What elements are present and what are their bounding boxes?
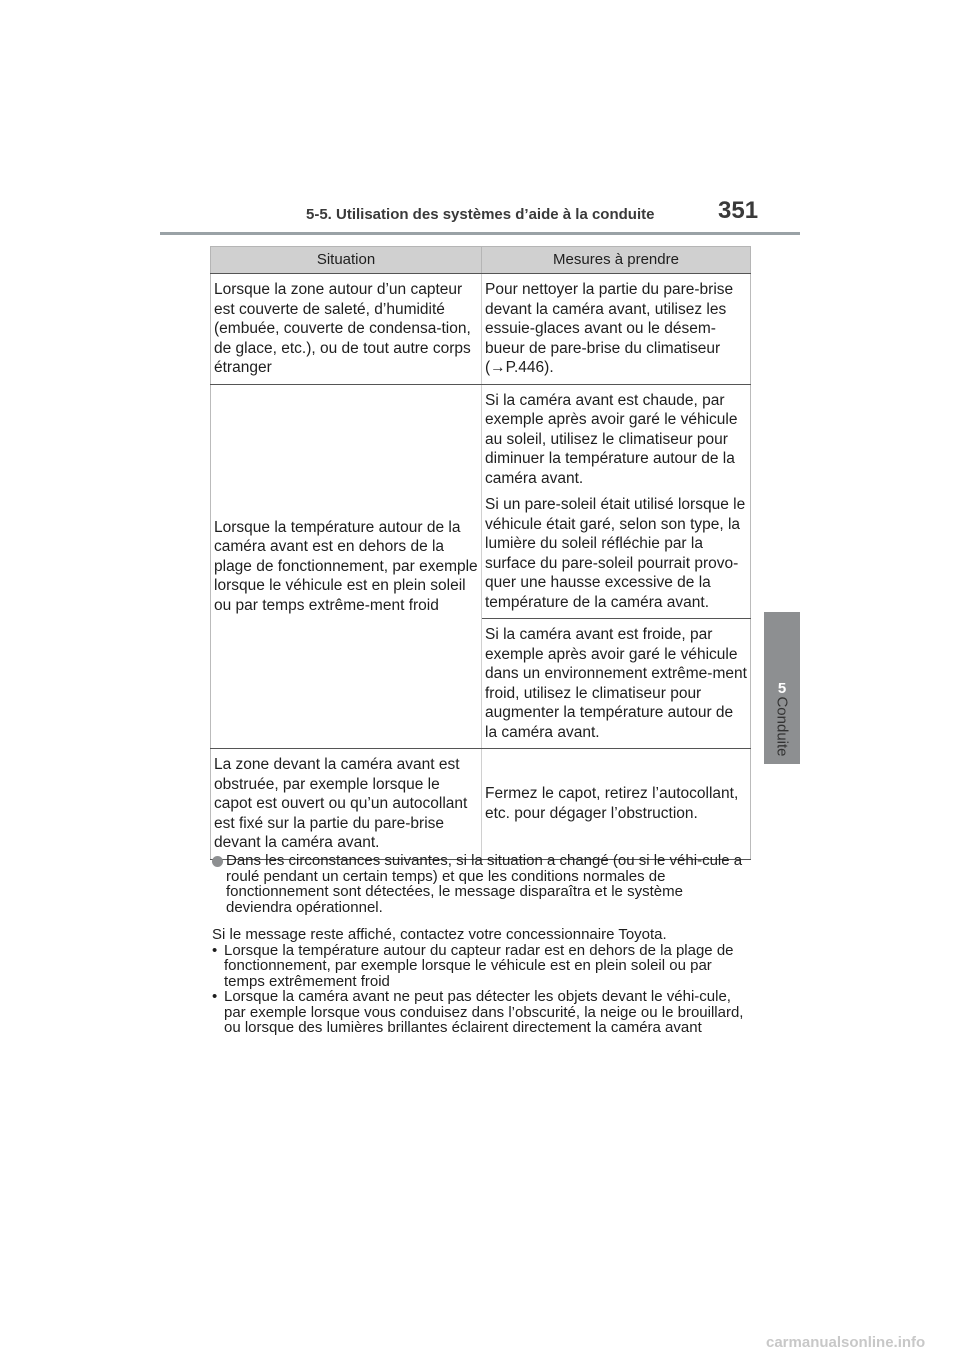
situation-cell: Lorsque la température autour de la caméra avant est en dehors de la plage de fonctionnement, par exemple lorsque le véhicule est en plein soleil ou par temps extrême-ment froid (211, 384, 482, 749)
list-item-text: Lorsque la caméra avant ne peut pas détecter les objets devant le véhi-cule, par exemple lorsque vous conduisez dans l’obscurité, la neige ou le brouillard, ou lorsque des lumières brillantes éclairent directement la caméra avant (224, 988, 744, 1036)
situation-cell: Lorsque la zone autour d’un capteur est couverte de saleté, d’humidité (embuée, couverte de condensa-tion, de glace, etc.), ou de tout autre corps étranger (211, 274, 482, 385)
list-item (212, 989, 752, 1036)
chapter-number: 5 (777, 679, 787, 697)
note-paragraph: Si le message reste affiché, contactez votre concessionnaire Toyota. (212, 926, 667, 943)
watermark: carmanualsonline.info (766, 1334, 926, 1351)
action-cell (482, 384, 751, 619)
action-cell (482, 274, 751, 385)
column-header-situation: Situation (211, 247, 482, 274)
header-divider (160, 232, 800, 235)
chapter-label-container (764, 666, 800, 786)
notes-section (212, 853, 752, 1036)
note-text: Dans les circonstances suivantes, si la situation a changé (ou si le véhi-cule a roulé pendant un certain temps) et que les conditions normales de fonctionnement sont détectées, le message disparaîtra et le système deviendra opérationnel. (226, 852, 743, 916)
table-row (211, 384, 751, 619)
section-title: 5-5. Utilisation des systèmes d’aide à la conduite (306, 206, 655, 223)
dash-icon: • (212, 988, 218, 1005)
situation-cell: La zone devant la caméra avant est obstruée, par exemple lorsque le capot est ouvert ou qu’un autocollant est fixé sur la partie du pare-brise devant la caméra avant. (211, 749, 482, 860)
action-cell (482, 619, 751, 749)
dash-icon: • (212, 941, 218, 959)
action-text: Fermez le capot, retirez l’autocollant, etc. pour dégager l’obstruction. (485, 785, 739, 822)
table-row (211, 274, 751, 385)
page-number: 351 (718, 197, 759, 224)
action-text: Si un pare-soleil était utilisé lorsque le véhicule était garé, selon son type, la lumière du soleil réfléchie par la surface du pare-soleil pourrait provo-quer une hausse excessive de la température de la caméra avant. (485, 496, 746, 611)
action-text: Si la caméra avant est chaude, par exemple après avoir garé le véhicule au soleil, utilisez le climatiseur pour diminuer la température autour de la caméra avant. (485, 391, 738, 487)
chapter-label: Conduite (773, 695, 791, 757)
list-item (212, 943, 752, 990)
action-text: Pour nettoyer la partie du pare-brise devant la caméra avant, utilisez les essuie-glaces avant ou le désem-bueur de pare-brise du climatiseur (→P.446). (485, 281, 734, 376)
table-row (211, 749, 751, 860)
action-text: Si la caméra avant est froide, par exemple après avoir garé le véhicule dans un environnement extrême-ment froid, utilisez le climatiseur pour augmenter la température autour de la caméra avant. (485, 626, 747, 741)
note-bullet-item (212, 853, 752, 915)
measures-table (210, 246, 751, 860)
action-cell (482, 749, 751, 860)
column-header-measures: Mesures à prendre (482, 247, 751, 274)
list-item-text: Lorsque la température autour du capteur radar est en dehors de la plage de fonctionnement, par exemple lorsque le véhicule est en plein soleil ou par temps extrêmement froid (224, 941, 734, 990)
table-header-row (211, 247, 751, 274)
bullet-icon (212, 856, 223, 867)
